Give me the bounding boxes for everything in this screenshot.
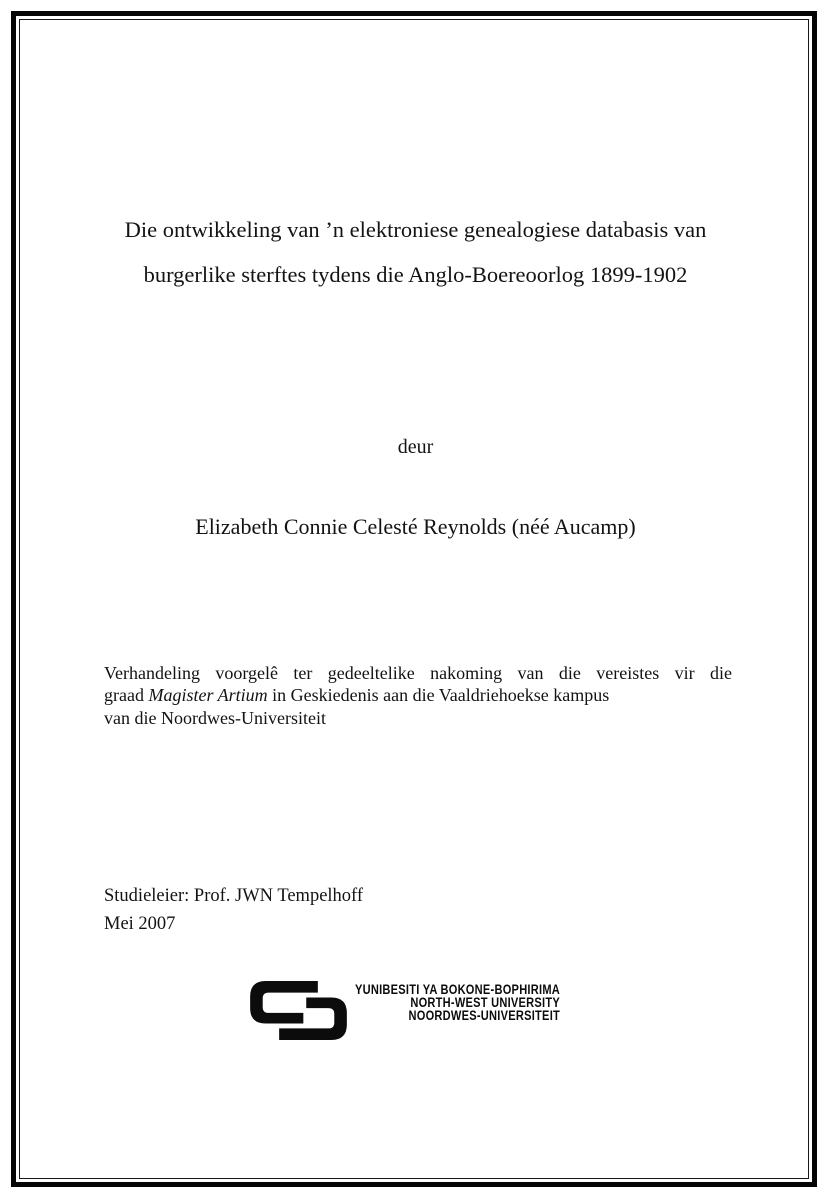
logo-text-line-afrikaans: NOORDWES-UNIVERSITEIT [408, 1007, 561, 1023]
thesis-title-line-2: burgerlike sterftes tydens die Anglo-Boereoorlog 1899-1902 [143, 262, 688, 287]
supervisor-and-date [104, 883, 363, 938]
statement-line-2-post: in Geskiedenis aan die Vaaldriehoekse kampus [267, 685, 610, 706]
thesis-title [0, 207, 831, 297]
logo-text-line-setswana: YUNIBESITI YA BOKONE-BOPHIRIMA [355, 982, 561, 997]
byline-label: deur [397, 436, 434, 458]
statement-line-1: Verhandeling voorgelê ter gedeeltelike nakoming van die vereistes vir die [104, 663, 732, 683]
degree-statement [104, 662, 732, 729]
statement-line-3: van die Noordwes-Universiteit [104, 707, 326, 728]
thesis-title-line-1: Die ontwikkeling van ’n elektroniese genealogiese databasis van [124, 217, 707, 242]
author-name: Elizabeth Connie Celesté Reynolds (néé Aucamp) [195, 514, 636, 539]
degree-name-italic: Magister Artium [148, 685, 268, 706]
logo-text-line-english: NORTH-WEST UNIVERSITY [410, 994, 561, 1010]
statement-line-2 [104, 684, 732, 706]
university-logo [250, 981, 605, 1040]
university-logo-text [355, 984, 560, 1023]
supervisor-line: Studieleier: Prof. JWN Tempelhoff [104, 886, 364, 906]
nwu-logo-icon [250, 981, 347, 1040]
date-line: Mei 2007 [104, 913, 176, 934]
statement-line-2-pre: graad [104, 685, 149, 706]
